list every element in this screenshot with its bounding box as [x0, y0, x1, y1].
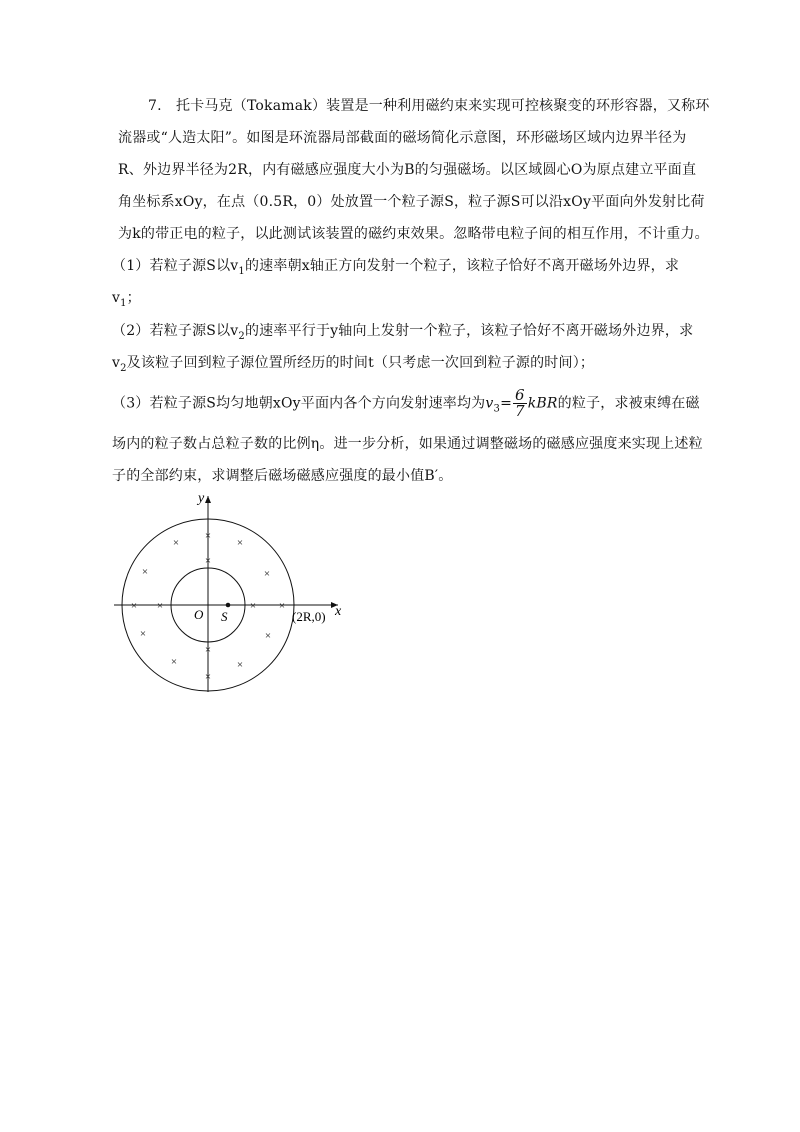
field-cross: ×	[204, 644, 212, 656]
field-cross: ×	[278, 600, 286, 612]
problem-line-4: 角坐标系xOy，在点（0.5R，0）处放置一个粒子源S，粒子源S可以沿xOy平面向外发射比荷	[118, 194, 705, 210]
field-cross: ×	[170, 656, 178, 668]
field-cross: ×	[130, 600, 138, 612]
question-2-text-a: （2）若粒子源S以v	[112, 323, 239, 339]
x-axis-label: x	[335, 604, 342, 619]
question-3-text-a: （3）若粒子源S均匀地朝xOy平面内各个方向发射速率均为	[112, 395, 486, 412]
question-1	[112, 256, 679, 282]
field-cross: ×	[264, 630, 272, 642]
field-cross: ×	[204, 671, 212, 683]
question-1-cont	[112, 288, 141, 314]
field-cross: ×	[236, 659, 244, 671]
field-cross: ×	[172, 537, 180, 549]
question-1-sub: 1	[238, 265, 245, 277]
question-2-text-b: 的速率平行于y轴向上发射一个粒子，该粒子恰好不离开磁场外边界，求	[244, 323, 694, 339]
field-cross: ×	[236, 537, 244, 549]
problem-line-1: 7. 托卡马克（Tokamak）装置是一种利用磁约束来实现可控核聚变的环形容器，又称环	[148, 98, 710, 114]
point-2r-label: (2R,0)	[292, 609, 326, 624]
question-1-v: v	[112, 290, 121, 306]
field-cross: ×	[204, 555, 212, 567]
field-cross: ×	[249, 600, 257, 612]
origin-label: O	[194, 607, 204, 622]
question-1-text-a: （1）若粒子源S以v	[112, 258, 239, 274]
question-1-text-b: 的速率朝x轴正方向发射一个粒子，该粒子恰好不离开磁场外边界，求	[244, 258, 680, 274]
field-cross: ×	[204, 530, 212, 542]
question-2-text-d: 及该粒子回到粒子源位置所经历的时间t（只考虑一次回到粒子源的时间）；	[126, 355, 595, 371]
question-2-cont	[112, 353, 594, 379]
question-3-v: v	[485, 395, 494, 412]
field-cross: ×	[141, 566, 149, 578]
fraction-six-sevenths	[513, 388, 527, 419]
question-2-sub: 2	[238, 330, 245, 342]
question-1-end: ；	[126, 290, 141, 306]
question-3-kbr: kBR	[527, 395, 558, 412]
problem-line-5: 为k的带正电的粒子，以此测试该装置的磁约束效果。忽略带电粒子间的相互作用，不计重力。	[118, 226, 709, 242]
magnetic-field-diagram	[100, 488, 360, 698]
question-3-v-sub: 3	[493, 403, 501, 415]
question-2-v-sub: 2	[120, 362, 127, 374]
question-1-v-sub: 1	[120, 297, 127, 309]
problem-line-3: R、外边界半径为2R，内有磁感应强度大小为B的匀强磁场。以区域圆心O为原点建立平面直	[118, 162, 697, 178]
question-2	[112, 321, 693, 347]
source-label: S	[221, 609, 228, 624]
y-axis-label: y	[198, 491, 205, 506]
field-cross: ×	[263, 568, 271, 580]
fraction-numerator: 6	[515, 386, 525, 404]
question-3-line-3: 子的全部约束，求调整后磁场磁感应强度的最小值B′。	[112, 468, 453, 484]
field-cross: ×	[156, 600, 164, 612]
question-2-v: v	[112, 355, 121, 371]
fraction-denominator: 7	[515, 402, 525, 420]
problem-line-2: 流器或“人造太阳”。如图是环流器局部截面的磁场简化示意图，环形磁场区域内边界半径为	[118, 130, 687, 146]
field-cross: ×	[139, 628, 147, 640]
question-3-equals: =	[500, 395, 512, 412]
question-3-line-2: 场内的粒子数占总粒子数的比例η。进一步分析，如果通过调整磁场的磁感应强度来实现上述粒	[112, 436, 703, 452]
source-point	[226, 603, 231, 608]
question-3	[112, 388, 700, 420]
question-3-text-b: 的粒子，求被束缚在磁	[557, 395, 700, 412]
